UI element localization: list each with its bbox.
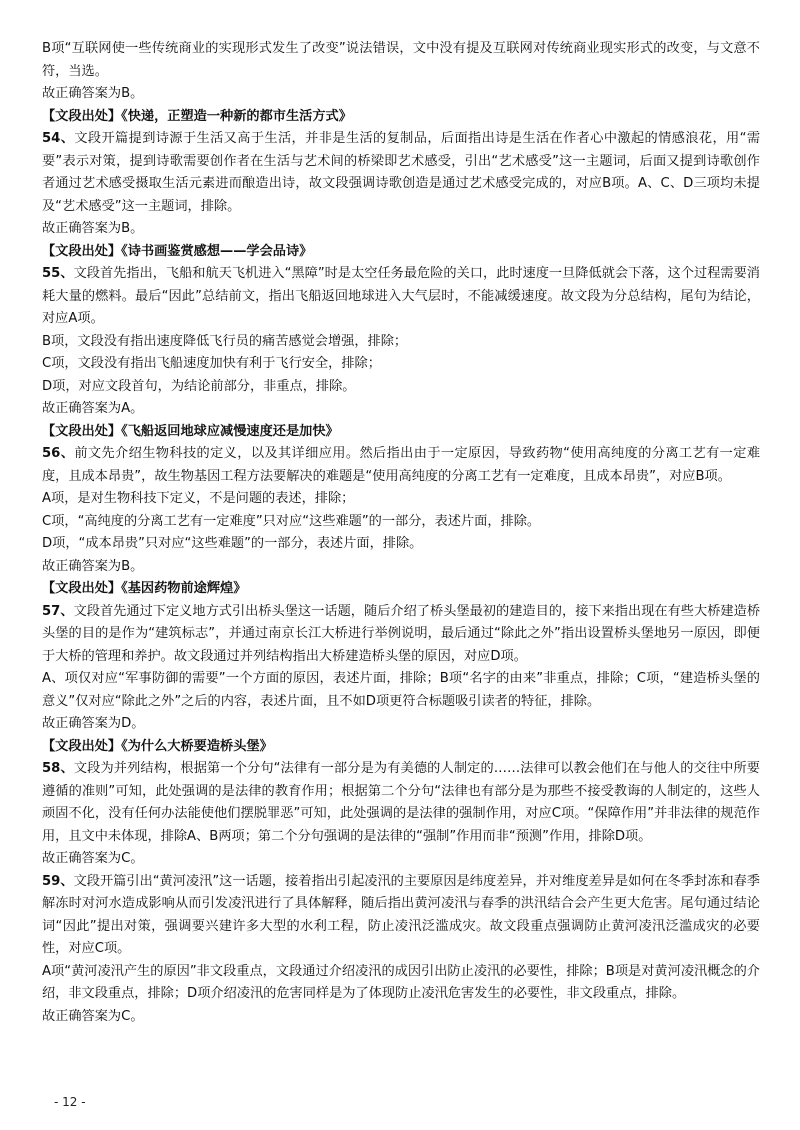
question-explanation — [42, 128, 760, 218]
paragraph-text: 故正确答案为B。 — [42, 221, 144, 236]
question-number: 58、 — [42, 761, 74, 776]
paragraph — [42, 556, 760, 579]
paragraph-text: 故正确答案为C。 — [42, 1008, 144, 1024]
paragraph — [42, 511, 760, 534]
paragraph — [42, 1006, 760, 1029]
question-explanation — [42, 263, 760, 331]
paragraph-text: 文段首先通过下定义地方式引出桥头堡这一话题，随后介绍了桥头堡最初的建造目的，接下来指出现在有些大桥建造桥头堡的目的是作为“建筑标志”，并通过南京长江大桥进行举例说明，最后通过“除此之外”指出设置桥头堡地另一原因，即便于大桥的管理和养护。故文段通过并列结构指出大桥建造桥头堡的原因，对应D项。 — [42, 603, 760, 664]
paragraph — [42, 353, 760, 376]
paragraph-text: B项，文段没有指出速度降低飞行员的痛苦感觉会增强，排除； — [42, 333, 408, 349]
paragraph — [42, 38, 760, 83]
question-number: 55、 — [42, 266, 74, 281]
paragraph-text: 【文段出处】《基因药物前途辉煌》 — [42, 581, 247, 596]
paragraph-text: D项，对应文段首句，为结论前部分，非重点，排除。 — [42, 378, 356, 394]
paragraph — [42, 398, 760, 421]
paragraph-text: B项“互联网使一些传统商业的实现形式发生了改变”说法错误，文中没有提及互联网对传统商业现实形式的改变，与文意不符，当选。 — [42, 41, 760, 79]
paragraph-text: 前文先介绍生物科技的定义，以及其详细应用。然后指出由于一定原因，导致药物“使用高纯度的分离工艺有一定难度，且成本昂贵”，故生物基因工程方法要解决的难题是“使用高纯度的分离工艺有一定难度，且成本昂贵”，对应B项。 — [42, 446, 761, 484]
question-number: 57、 — [42, 603, 74, 619]
source-line — [42, 106, 760, 129]
paragraph — [42, 533, 760, 556]
paragraph-text: 文段开篇引出“黄河凌汛”这一话题，接着指出引起凌汛的主要原因是纬度差异，并对维度差异是如何在冬季封冻和春季解冻时对河水造成影响从而引发凌汛进行了具体解释，随后指出黄河凌汛与春季的洪汛结合会产生更大危害。尾句通过结论词“因此”提出对策，强调要兴建许多大型的水利工程，防止凌汛泛滥成灾。故文段重点强调防止黄河凌汛泛滥成灾的必要性，对应C项。 — [42, 873, 760, 956]
question-number: 54、 — [42, 131, 75, 146]
paragraph-text: 【文段出处】《飞船返回地球应减慢速度还是加快》 — [42, 423, 339, 439]
paragraph-text: A项“黄河凌汛产生的原因”非文段重点，文段通过介绍凌汛的成因引出防止凌汛的必要性，排除；B项是对黄河凌汛概念的介绍，非文段重点，排除；D项介绍凌汛的危害同样是为了体现防止凌汛危害发生的必要性，非文段重点，排除。 — [42, 963, 760, 1001]
paragraph — [42, 218, 760, 241]
paragraph-text: 故正确答案为B。 — [42, 86, 144, 101]
paragraph-text: A项，是对生物科技下定义，不是问题的表述，排除； — [42, 491, 355, 506]
question-number: 59、 — [42, 873, 74, 889]
paragraph — [42, 848, 760, 871]
question-explanation — [42, 758, 760, 848]
paragraph-text: 故正确答案为D。 — [42, 716, 145, 731]
paragraph-text: 【文段出处】《诗书画鉴赏感想——学会品诗》 — [42, 243, 313, 259]
paragraph-text: 故正确答案为B。 — [42, 558, 144, 574]
source-line — [42, 421, 760, 444]
paragraph-text: C项，“高纯度的分离工艺有一定难度”只对应“这些难题”的一部分，表述片面，排除。 — [42, 513, 541, 529]
question-explanation — [42, 601, 760, 669]
paragraph — [42, 331, 760, 354]
paragraph-text: 文段为并列结构，根据第一个分句“法律有一部分是为有美德的人制定的……法律可以教会他们在与他人的交往中所要遵循的准则”可知，此处强调的是法律的教育作用；根据第二个分句“法律也有部分是为那些不接受教诲的人制定的，这些人顽固不化，没有任何办法能使他们摆脱罪恶”可知，此处强调的是法律的强制作用，对应C项。“保障作用”并非法律的规范作用，且文中未体现，排除A、B两项；第二个分句强调的是法律的“强制”作用而非“预测”作用，排除D项。 — [42, 761, 760, 844]
source-line — [42, 736, 760, 759]
paragraph — [42, 961, 760, 1006]
question-number: 56、 — [42, 446, 75, 461]
paragraph-text: A、项仅对应“军事防御的需要”一个方面的原因，表述片面，排除；B项“名字的由来”非重点，排除；C项，“建造桥头堡的意义”仅对应“除此之外”之后的内容，表述片面，且不如D项更符合标题吸引读者的特征，排除。 — [42, 671, 760, 709]
paragraph-text: 【文段出处】《快递，正塑造一种新的都市生活方式》 — [42, 108, 352, 124]
question-explanation — [42, 443, 760, 488]
paragraph-text: C项，文段没有指出飞船速度加快有利于飞行安全，排除； — [42, 356, 381, 371]
paragraph — [42, 668, 760, 713]
source-line — [42, 578, 760, 601]
paragraph-text: 文段开篇提到诗源于生活又高于生活，并非是生活的复制品，后面指出诗是生活在作者心中激起的情感浪花，用“需要”表示对策，提到诗歌需要创作者在生活与艺术间的桥梁即艺术感受，引出“艺术感受”这一主题词，后面又提到诗歌创作者通过艺术感受摄取生活元素进而酿造出诗，故文段强调诗歌创造是通过艺术感受完成的，对应B项。A、C、D三项均未提及“艺术感受”这一主题词，排除。 — [42, 131, 761, 214]
source-line — [42, 241, 760, 264]
paragraph — [42, 488, 760, 511]
paragraph-text: D项，“成本昂贵”只对应“这些难题”的一部分，表述片面，排除。 — [42, 536, 423, 551]
paragraph — [42, 713, 760, 736]
paragraph-text: 故正确答案为C。 — [42, 851, 144, 866]
page-number: - 12 - — [54, 1095, 86, 1109]
paragraph — [42, 376, 760, 399]
paragraph-text: 【文段出处】《为什么大桥要造桥头堡》 — [42, 738, 273, 754]
paragraph-text: 故正确答案为A。 — [42, 401, 144, 416]
paragraph — [42, 83, 760, 106]
question-explanation — [42, 871, 760, 961]
document-body — [42, 38, 760, 1028]
paragraph-text: 文段首先指出，飞船和航天飞机进入“黑障”时是太空任务最危险的关口，此时速度一旦降低就会下落，这个过程需要消耗大量的燃料。最后“因此”总结前文，指出飞船返回地球进入大气层时，不能减缓速度。故文段为分总结构，尾句为结论，对应A项。 — [42, 266, 760, 326]
